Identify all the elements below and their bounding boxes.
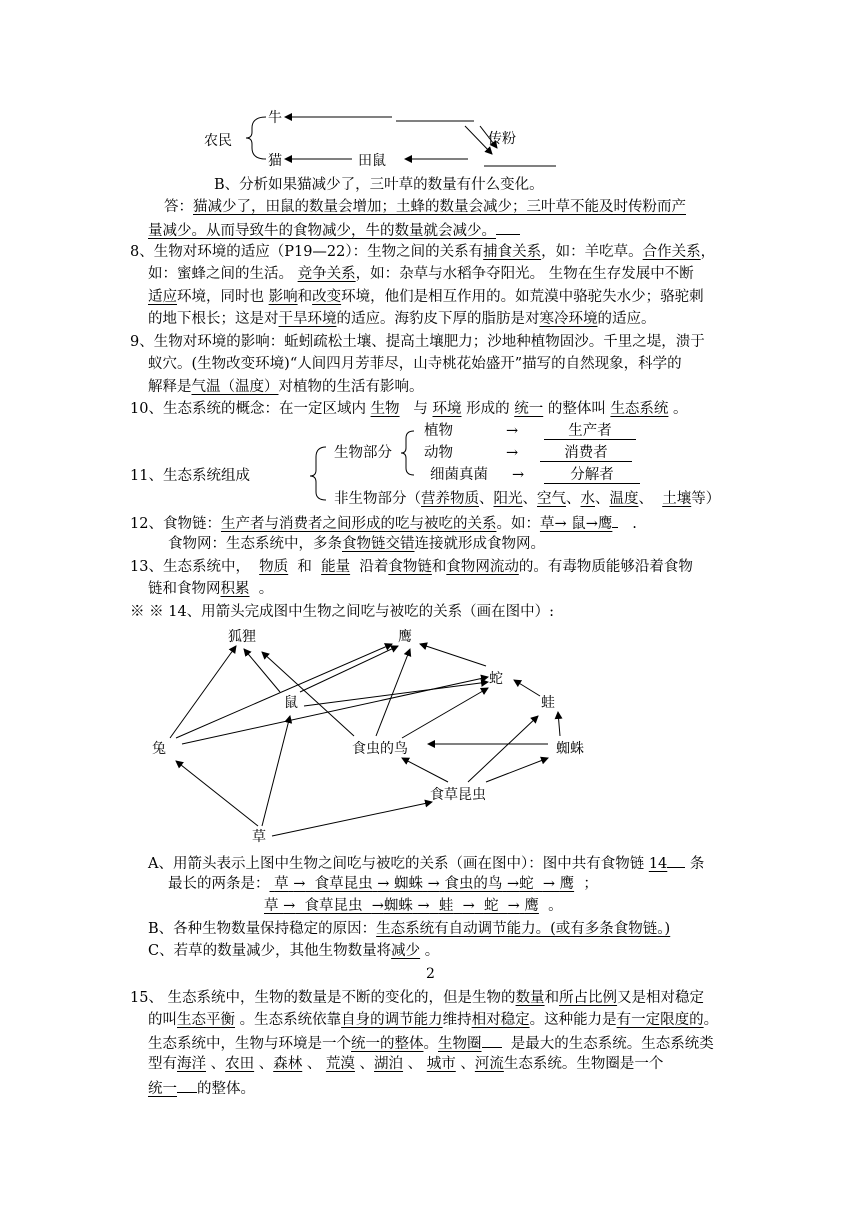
q11-arrow-2: →: [506, 445, 519, 461]
q13-line1: 13、生态系统中， 物质 和 能量 沿着食物链和食物网流动的。有毒物质能够沿着食物: [130, 559, 693, 575]
arrow-mouse-eagle: [300, 646, 398, 692]
q12-line1: 12、食物链：生产者与消费者之间形成的吃与被吃的关系。如：草→ 鼠→鹰 .: [130, 513, 637, 533]
arrow-rabbit-fox: [170, 646, 236, 738]
q11-producer: 生产者: [544, 422, 636, 440]
q11-animals: 动物: [424, 445, 453, 461]
cat-label: 猫: [268, 153, 282, 169]
q10-line: 10、生态系统的概念：在一定区域内 生物 与 环境 形成的 统一 的整体叫 生态系统 。: [130, 401, 688, 417]
arrow-insect-spider: [486, 758, 548, 782]
farmer-brace: [246, 117, 266, 159]
node-mouse: 鼠: [284, 695, 298, 711]
node-snake: 蛇: [489, 671, 503, 687]
field-mouse-label: 田鼠: [358, 153, 386, 169]
arrow-rabbit-snake: [182, 677, 488, 744]
arrow-rabbit-eagle: [176, 644, 392, 738]
q14-title: ※ ※ 14、用箭头完成图中生物之间吃与被吃的关系（画在图中）:: [130, 604, 555, 620]
q11-decomposer: 分解者: [544, 466, 640, 484]
q15-line4: 型有海洋 、农田 、森林 、 荒漠 、湖泊 、 城市 、河流生态系统。生物圈是一个: [148, 1056, 664, 1072]
node-fox: 狐狸: [228, 629, 256, 645]
arrow-snake-eagle: [420, 644, 486, 666]
q11-arrow-3: →: [512, 467, 525, 483]
q9-line1: 9、生物对环境的影响：蚯蚓疏松土壤、提高土壤肥力；沙地种植物固沙。千里之堤，溃于: [130, 334, 705, 350]
q8-line1: 8、生物对环境的适应（P19—22）：生物之间的关系有捕食关系，如：羊吃草。合作关系，: [130, 244, 716, 260]
q14-chain1: 最长的两条是： 草 → 食草昆虫 → 蜘蛛 → 食虫的鸟 →蛇 → 鹰 ；: [168, 876, 598, 892]
q11-consumer: 消费者: [540, 444, 632, 462]
q8-line4: 的地下根长；这是对干旱环境的适应。海豹皮下厚的脂肪是对寒冷环境的适应。: [148, 311, 656, 327]
q11-arrow-1: →: [506, 423, 519, 439]
page-number: 2: [426, 966, 435, 982]
node-frog: 蛙: [541, 695, 555, 711]
q11-nonbio: 非生物部分（营养物质、阳光、空气、水、温度、 土壤等）: [334, 491, 721, 507]
q14-chain2: 草 → 食草昆虫 →蜘蛛 → 蛙 → 蛇 → 鹰 。: [264, 898, 563, 914]
q11-bacteria: 细菌真菌: [430, 467, 488, 483]
q15-line5: 统一 的整体。: [148, 1078, 255, 1098]
q12-line2: 食物网：生态系统中，多条食物链交错连接就形成食物网。: [168, 536, 545, 552]
node-eagle: 鹰: [398, 629, 412, 645]
q7b-answer-line2: 量减少。从而导致牛的食物减少，牛的数量就会减少。: [148, 220, 520, 240]
cow-label: 牛: [268, 110, 282, 126]
arrow-insect-frog: [468, 716, 538, 782]
node-bird: 食虫的鸟: [352, 741, 408, 757]
arrow-mouse-fox: [244, 649, 280, 692]
arrow-bird-snake: [402, 688, 488, 738]
node-spider: 蜘蛛: [556, 741, 584, 757]
node-rabbit: 兔: [152, 741, 166, 757]
q11-plants: 植物: [424, 423, 453, 439]
q7b-question: B、分析如果猫减少了，三叶草的数量有什么变化。: [214, 177, 544, 193]
q15-line1: 15、 生态系统中，生物的数量是不断的变化的，但是生物的数量和所占比例又是相对稳定: [130, 990, 705, 1006]
brace-bio: [401, 431, 414, 475]
arrow-grass-rabbit: [176, 761, 258, 826]
q9-line2: 蚁穴。(生物改变环境)“人间四月芳菲尽，山寺桃花始盛开”描写的自然现象，科学的: [148, 356, 682, 372]
node-insect: 食草昆虫: [430, 787, 486, 803]
q8-line3: 适应环境，同时也 影响和改变环境，他们是相互作用的。如荒漠中骆驼失水少；骆驼刺: [148, 289, 704, 305]
farmer-label: 农民: [204, 133, 232, 149]
arrow-grass-mouse: [262, 716, 290, 826]
q14-c-line: C、若草的数量减少，其他生物数量将减少 。: [148, 943, 440, 959]
brace-main: [310, 447, 326, 500]
q11-title: 11、生态系统组成: [130, 468, 250, 484]
chain1-path: 草 → 食草昆虫 → 蜘蛛 → 食虫的鸟 →蛇 → 鹰: [274, 876, 575, 892]
q9-line3: 解释是气温（温度）对植物的生活有影响。: [148, 379, 424, 395]
q13-line2: 链和食物网积累 。: [148, 581, 274, 597]
arrow-spider-frog: [558, 712, 560, 736]
arrow-frog-snake: [514, 680, 540, 696]
q14-a-line: A、用箭头表示上图中生物之间吃与被吃的关系（画在图中）：图中共有食物链 14 条: [148, 853, 704, 873]
arrow-grass-insect: [272, 802, 432, 836]
node-grass: 草: [252, 829, 266, 845]
q15-line2: 的叫生态平衡 。生态系统依靠自身的调节能力维持相对稳定。这种能力是有一定限度的。: [148, 1012, 719, 1028]
pollinate-label: 传粉: [488, 131, 516, 147]
q15-line3: 生态系统中，生物与环境是一个统一的整体。生物圈 是最大的生态系统。生态系统类: [148, 1033, 714, 1053]
q7b-answer-line1: 答：猫减少了，田鼠的数量会增加；土蜂的数量会减少；三叶草不能及时传粉而产: [164, 199, 686, 215]
chain2-path: 草 → 食草昆虫 →蜘蛛 → 蛙 → 蛇 → 鹰: [264, 898, 539, 914]
q11-bio-part: 生物部分: [334, 445, 392, 461]
q8-line2: 如：蜜蜂之间的生活。 竞争关系，如：杂草与水稻争夺阳光。 生物在生存发展中不断: [148, 266, 694, 282]
q14-b-line: B、各种生物数量保持稳定的原因：生态系统有自动调节能力。(或有多条食物链。): [148, 921, 671, 937]
arrow-insect-bird: [402, 758, 448, 782]
